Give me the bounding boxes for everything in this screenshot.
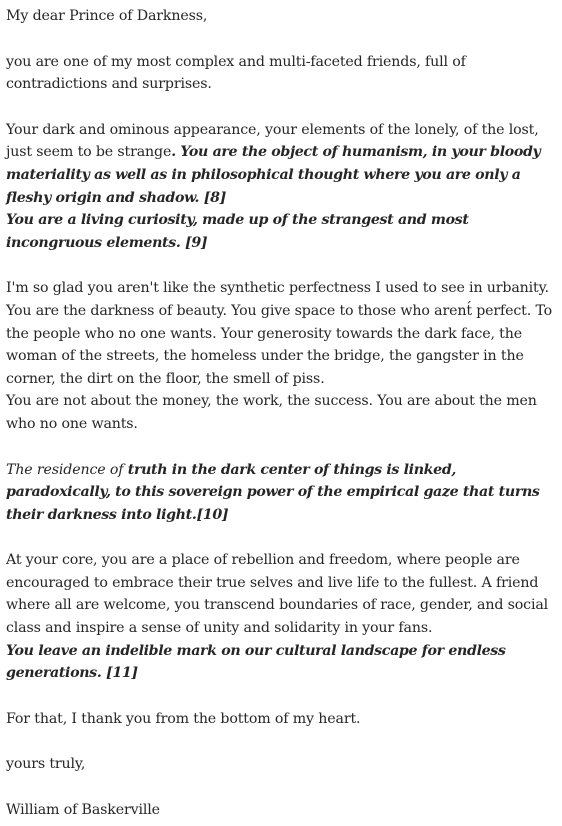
humanism-quote: . You are the object of humanism, in your bloody materiality as well as in philosophical thought where you are only a fleshy origin and shadow. [8] [6, 144, 541, 206]
thanks: For that, I thank you from the bottom of my heart. [6, 710, 361, 727]
rebellion-text: At your core, you are a place of rebellion and freedom, where people are encouraged to embrace their true selves and live life to the fullest. A friend where all are welcome, you transcend boundaries of race, gender, and social class and inspire a sense of unity and solidarity in your fans. [6, 552, 549, 637]
indelible-mark-quote: You leave an indelible mark on our cultural landscape for endless generations. [11] [6, 642, 506, 682]
curiosity-quote: You are a living curiosity, made up of the strangest and most incongruous elements. [9] [6, 212, 469, 251]
paragraph-darkness-of-beauty [6, 277, 556, 435]
truth-quote: truth in the dark center of things is linked, paradoxically, to this sovereign power of the empirical gaze that turns their darkness into light.[10] [6, 461, 540, 523]
paragraph-rebellion [6, 549, 556, 685]
not-about-money-text: You are not about the money, the work, the success. You are about the men who no one wants. [6, 393, 537, 432]
paragraph-residence-of-truth [6, 459, 556, 527]
paragraph-appearance [6, 119, 556, 255]
paragraph-complex-friend: you are one of my most complex and multi-faceted friends, full of contradictions and surprises. [6, 53, 466, 93]
salutation: My dear Prince of Darkness, [6, 8, 208, 24]
appearance-text: Your dark and ominous appearance, your elements of the lonely, of the lost, just seem to be strange [6, 121, 539, 161]
signature: William of Baskerville [6, 802, 160, 819]
closing: yours truly, [6, 756, 86, 773]
residence-italic: The residence of [6, 461, 128, 478]
darkness-of-beauty-text: I'm so glad you aren't like the synthetic perfectness I used to see in urbanity. You are the darkness of beauty. You give space to those who arent́ perfect. To the people who no one wants. Your generosity towards the dark face, the woman of the streets, the homeless under the bridge, the gangster in the corner, the dirt on the floor, the smell of piss. [6, 280, 553, 387]
